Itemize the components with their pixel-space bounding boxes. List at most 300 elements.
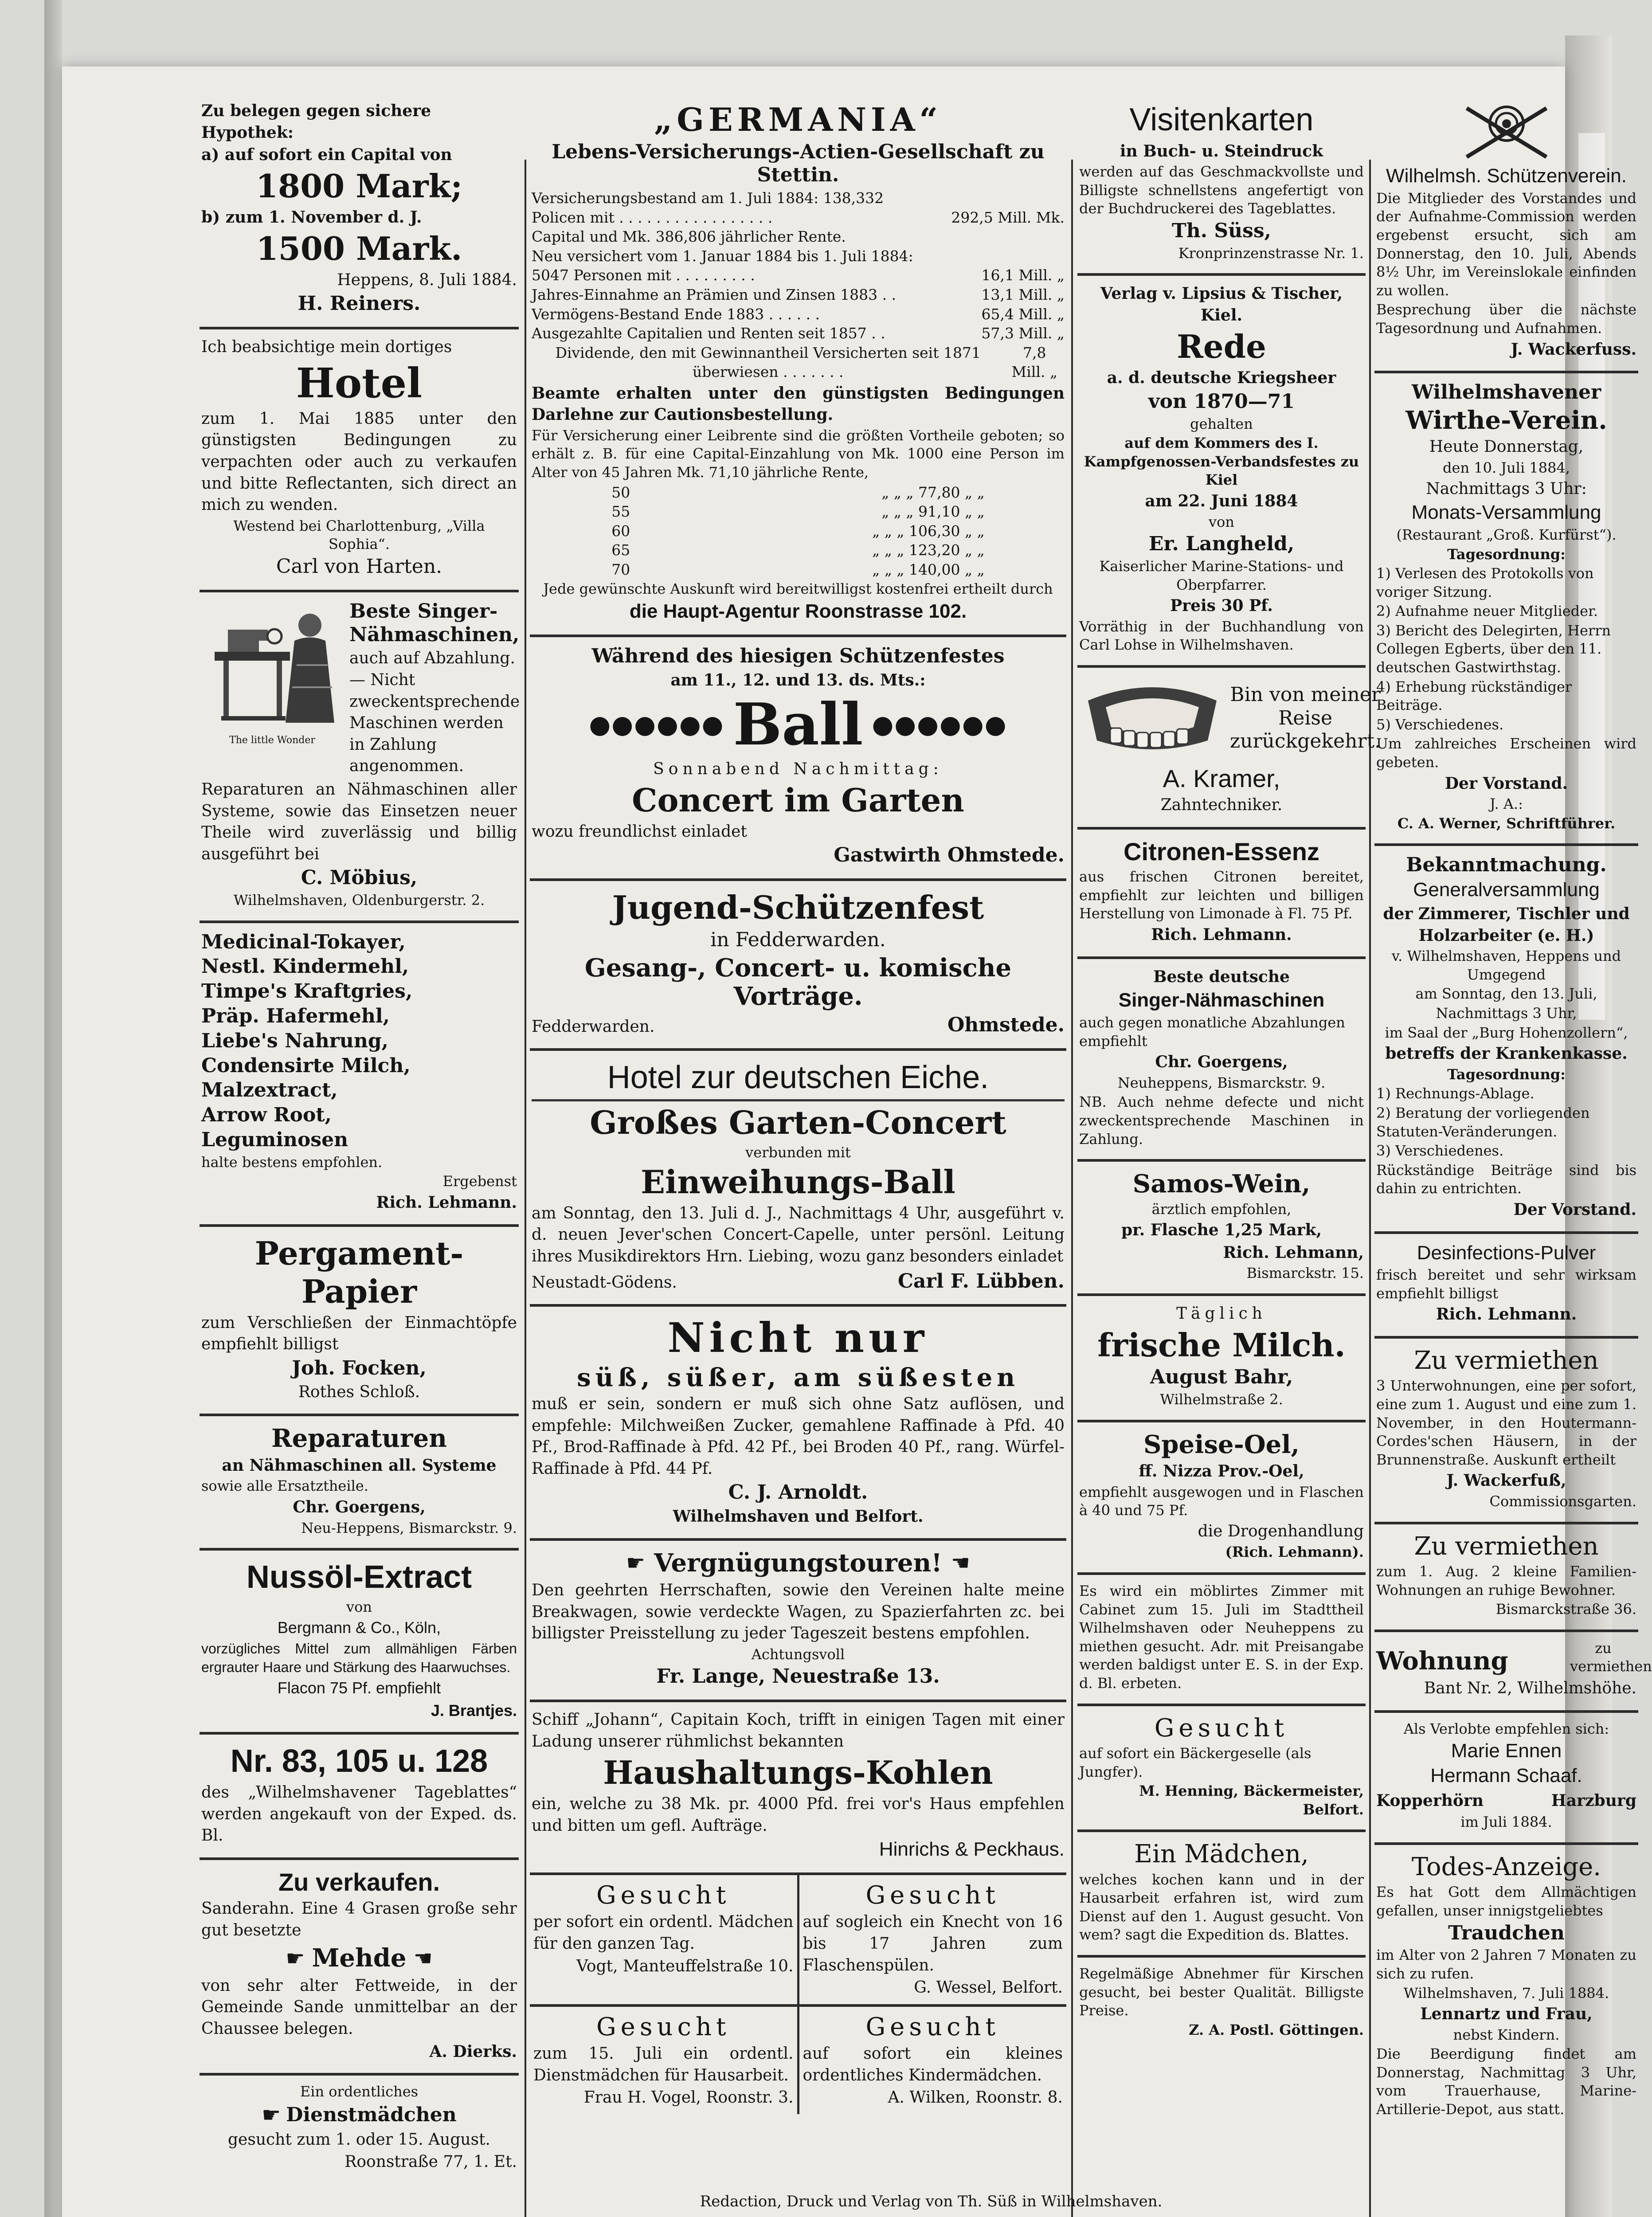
ad-title: Wohnung	[1376, 1646, 1508, 1676]
ad-body: zum 1. Aug. 2 kleine Familien-Wohnungen an ruhige Bewohner.	[1376, 1563, 1636, 1598]
ad-line: ärztlich empfohlen,	[1151, 1200, 1292, 1218]
ad-close: Um zahlreiches Erscheinen wird gebeten.	[1376, 735, 1636, 771]
ad-auskunft: Jede gewünschte Auskunft wird bereitwilligst kostenfrei ertheilt durch	[543, 580, 1053, 598]
gesucht-row	[530, 1875, 1066, 2007]
row-label: 5047 Personen mit . . . . . . . . .	[532, 266, 755, 284]
ad-intro: Ich beabsichtige mein dortiges	[201, 338, 452, 356]
ad-vergnuegungstouren	[530, 1541, 1066, 1703]
product-item: Condensirte Milch,	[201, 1054, 411, 1077]
ad-name: August Bahr,	[1150, 1366, 1293, 1389]
ad-title: Jugend-Schützenfest	[612, 889, 984, 927]
divider	[532, 1099, 1065, 1101]
ad-name: Carl von Harten.	[276, 555, 442, 578]
age: 60	[611, 522, 630, 540]
rent: „ „ „ 123,20 „ „	[872, 541, 985, 559]
ad-body: welches kochen kann und in der Hausarbeit erfahren ist, wird zum Dienst auf den 1. August gesucht. Von wem? sagt die Expedition ds. Blattes.	[1079, 1871, 1364, 1943]
ad-role: Kaiserlicher Marine-Stations- und Oberpfarrer.	[1099, 557, 1344, 593]
ad-title: Wilhelmsh. Schützenverein.	[1386, 165, 1627, 187]
ad-intro: Schiff „Johann“, Capitain Koch, trifft in einigen Tagen mit einer Ladung unserer rühmlichst bekannten	[532, 1711, 1065, 1751]
product-item: Leguminosen	[201, 1128, 348, 1152]
ad-ball: Einweihungs-Ball	[641, 1163, 955, 1201]
ad-name: Traudchen	[1448, 1921, 1565, 1944]
ad-title: Reparaturen	[271, 1424, 447, 1453]
ad-body: Sanderahn. Eine 4 Grasen große sehr gut besetzte	[201, 1900, 517, 1939]
ad-time: Nachmittags 3 Uhr:	[1426, 479, 1587, 498]
age: 50	[611, 483, 630, 501]
ad-body: empfiehlt ausgewogen und in Flaschen à 40 und 75 Pf.	[1079, 1483, 1364, 1519]
ad-body: von sehr alter Fettweide, in der Gemeinde Sande unmittelbar an der Chaussee belegen.	[201, 1976, 517, 2038]
ad-place-date: Heppens, 8. Juli 1884.	[337, 270, 517, 289]
ad-name: J. Wackerfuß,	[1446, 1471, 1566, 1490]
ornament-left-icon: ●●●●●●	[589, 710, 724, 740]
ad-vorstand: Der Vorstand.	[1445, 774, 1568, 793]
ad-left: Neustadt-Gödens.	[532, 1273, 677, 1292]
rent: „ „ „ 140,00 „ „	[872, 560, 985, 578]
ad-name: Der Vorstand.	[1513, 1200, 1636, 1219]
ad-body: frisch bereitet und sehr wirksam empfiehlt billigst	[1376, 1266, 1636, 1302]
ad-nb: NB. Auch nehme defecte und nicht zweckentsprechende Maschinen in Zahlung.	[1079, 1093, 1364, 1148]
ad-place: Wilhelmshaven und Belfort.	[673, 1507, 924, 1526]
ad-title: Hotel	[296, 359, 423, 407]
ad-singer	[1077, 959, 1366, 1162]
ad-title: „GERMANIA“	[654, 101, 942, 138]
ad-date: am 22. Juni 1884	[1145, 491, 1298, 510]
ad-name: Ohmstede.	[947, 1014, 1065, 1037]
row-label: Versicherungsbestand am 1. Juli 1884: 138,332	[532, 189, 884, 207]
ad-date: Wilhelmshaven, 7. Juli 1884.	[1403, 1984, 1609, 2002]
ad-place: v. Wilhelmshaven, Heppens und Umgegend	[1391, 948, 1621, 983]
ad-intro: Beste deutsche	[1153, 967, 1290, 986]
ad-sub: a. d. deutsche Kriegsheer	[1107, 368, 1336, 388]
row-value: 292,5 Mill. Mk.	[951, 208, 1065, 226]
ad-kirschen	[1077, 1958, 1366, 2050]
column-2	[530, 93, 1066, 2217]
pointing-hand-right-icon: ☛	[286, 1946, 305, 1971]
ad-name: Rich. Lehmann,	[1223, 1243, 1364, 1262]
ad-body: des „Wilhelmshavener Tageblattes“ werden angekauft von der Exped. ds. Bl.	[201, 1783, 517, 1845]
ad-kohlen	[530, 1702, 1066, 1875]
dentures-icon	[1079, 674, 1225, 763]
ad-title: Beste Singer-Nähmaschinen,	[349, 599, 520, 646]
ad-lehmann-products	[200, 923, 519, 1227]
ad-intro: Ein ordentliches	[300, 2083, 419, 2100]
column-rule	[1071, 160, 1073, 2217]
agenda-item: 1) Rechnungs-Ablage.	[1376, 1085, 1535, 1102]
table-row	[532, 247, 1065, 266]
pointing-hand-right-icon: ☛	[626, 1550, 646, 1575]
ad-name: A. Dierks.	[429, 2042, 517, 2061]
table-row	[532, 305, 1065, 324]
ad-sub: Gesang-, Concert- u. komische Vorträge.	[584, 953, 1012, 1011]
ad-day: Sonnabend Nachmittag:	[653, 760, 943, 778]
ad-body: zum 1. Mai 1885 unter den günstigsten Bedingungen zu verpachten oder auch zu verkaufen und bitte Reflectanten, sich direct an mich zu wenden.	[201, 409, 517, 514]
ad-title: Papier	[301, 1273, 417, 1311]
ad-sub: Generalversammlung	[1413, 879, 1600, 901]
ad-name: Rich. Lehmann.	[1436, 1305, 1577, 1324]
ad-wohnung	[1374, 1632, 1652, 1713]
ad-price: pr. Flasche 1,25 Mark,	[1121, 1221, 1322, 1240]
table-row	[532, 343, 1065, 382]
ad-address: Westend bei Charlottenburg, „Villa Sophia“.	[233, 517, 485, 553]
ad-naehmaschinen	[200, 592, 519, 923]
ad-right: Harzburg	[1551, 1791, 1636, 1810]
ad-text: b) zum 1. November d. J.	[201, 208, 422, 227]
ad-title: Haushaltungs-Kohlen	[603, 1754, 993, 1792]
gesucht-row	[530, 2007, 1066, 2114]
ad-title: Zu vermiethen	[1414, 1346, 1599, 1375]
ad-ia: J. A.:	[1490, 795, 1523, 813]
ad-tageblatt-numbers	[200, 1735, 519, 1860]
rent: „ „ „ 77,80 „ „	[881, 483, 985, 501]
ad-jugend-schuetzenfest	[530, 881, 1066, 1051]
ad-line: auch auf Abzahlung. — Nicht zweckentsprechende Maschinen werden in Zahlung angenommen.	[349, 649, 520, 776]
crossed-rifles-target-icon	[1458, 99, 1555, 161]
ad-hypothek	[200, 93, 519, 329]
age: 70	[611, 560, 630, 578]
ad-body: auf sofort ein Bäckergeselle (als Jungfer).	[1079, 1744, 1311, 1780]
ad-venue: im Saal der „Burg Hohenzollern“,	[1385, 1024, 1628, 1041]
ad-name: Er. Langheld,	[1148, 533, 1295, 556]
ad-name: Rich. Lehmann.	[376, 1193, 517, 1212]
row-value: 57,3 Mill. „	[981, 325, 1065, 342]
ad-meeting: Monats-Versammlung	[1411, 501, 1601, 524]
product-item: Malzextract,	[201, 1079, 338, 1102]
ad-body: Regelmäßige Abnehmer für Kirschen gesucht, bei bester Qualität. Billigste Preise.	[1079, 1965, 1364, 2019]
ad-name: (Rich. Lehmann).	[1225, 1543, 1364, 1561]
ad-role: Zahntechniker.	[1160, 796, 1283, 815]
ad-hotel: Hotel zur deutschen Eiche.	[607, 1060, 989, 1096]
product-item: Nestl. Kindermehl,	[201, 955, 409, 978]
ad-zu-vermiethen	[1374, 1339, 1638, 1524]
ad-place: in Fedderwarden.	[710, 928, 886, 951]
ad-gesucht	[530, 1875, 799, 2004]
ad-name: H. Reiners.	[298, 292, 421, 315]
ad-title: Ein Mädchen,	[1134, 1840, 1309, 1869]
ad-title: Gesucht	[596, 1881, 731, 1910]
ad-schuetzenverein	[1374, 93, 1638, 373]
ad-name: Gastwirth Ohmstede.	[834, 844, 1065, 867]
row-value: 7,8 Mill. „	[1011, 344, 1058, 381]
ad-name: Fr. Lange, Neuestraße 13.	[656, 1665, 940, 1688]
ad-name: Hinrichs & Peckhaus.	[879, 1838, 1065, 1861]
ad-kramer	[1077, 668, 1381, 830]
ad-body: auf sofort ein kleines ordentliches Kindermädchen.	[803, 2045, 1063, 2084]
ad-subtitle: Lebens-Versicherungs-Actien-Gesellschaft zu Stettin.	[552, 140, 1045, 187]
ad-milch	[1077, 1296, 1366, 1422]
ad-concert: Concert im Garten	[632, 781, 964, 819]
ad-title: Vergnügungstouren!	[654, 1548, 942, 1578]
ad-zimmer	[1077, 1575, 1366, 1706]
agenda-item: 5) Verschiedenes.	[1376, 716, 1504, 733]
ad-date: am Sonntag, den 13. Juli,	[1415, 985, 1597, 1003]
ad-address: Bant Nr. 2, Wilhelmshöhe.	[1424, 1679, 1636, 1697]
ad-body: zum 15. Juli ein ordentl. Dienstmädchen für Hausarbeit.	[533, 2045, 794, 2084]
ad-title: Pergament-	[254, 1234, 464, 1272]
ad-date: im Juli 1884.	[1460, 1814, 1552, 1831]
ad-org: der Zimmerer, Tischler und Holzarbeiter (e. H.)	[1383, 905, 1630, 945]
ad-maedchen	[1077, 1832, 1366, 1958]
ad-role: Commissionsgarten.	[1489, 1493, 1636, 1510]
ad-ball	[530, 637, 1066, 881]
ad-germania	[530, 93, 1066, 637]
ad-name: A. Wilken, Roonstr. 8.	[888, 2088, 1063, 2107]
ad-wirthe-verein	[1374, 373, 1638, 846]
ad-name: Marie Ennen	[1451, 1740, 1562, 1762]
ad-nicht-nur	[530, 1307, 1066, 1540]
row-value: 65,4 Mill. „	[981, 305, 1065, 323]
ad-nussoel	[200, 1551, 519, 1735]
table-row	[532, 324, 1065, 343]
ad-name: Frau H. Vogel, Roonstr. 3.	[583, 2088, 794, 2107]
age-row	[611, 560, 984, 580]
ad-name: Rich. Lehmann.	[1151, 925, 1292, 944]
product-item: Timpe's Kraftgries,	[201, 980, 413, 1003]
column-4	[1374, 93, 1652, 2217]
age: 55	[611, 503, 630, 521]
ad-parents: Lennartz und Frau,	[1420, 2005, 1593, 2024]
ad-body: Besprechung über die nächste Tagesordnung und Aufnahmen.	[1376, 301, 1636, 337]
row-label: Neu versichert vom 1. Januar 1884 bis 1. Juli 1884:	[532, 247, 913, 265]
ad-speise-oel	[1077, 1422, 1366, 1575]
ad-body: per sofort ein ordentl. Mädchen für den ganzen Tag.	[533, 1913, 794, 1953]
ad-children: nebst Kindern.	[1453, 2026, 1560, 2043]
ad-publisher: Verlag v. Lipsius & Tischer, Kiel.	[1100, 284, 1343, 325]
ad-left: Kopperhörn	[1376, 1791, 1484, 1810]
ad-line: sowie alle Ersatztheile.	[201, 1477, 368, 1495]
book-binding	[44, 0, 62, 2217]
ad-hotel	[200, 329, 519, 592]
ad-verlobte	[1374, 1713, 1638, 1845]
ad-gesucht	[799, 2007, 1067, 2114]
ad-intro: Zu belegen gegen sichere Hypothek:	[201, 102, 431, 142]
ad-address: Kronprinzenstrasse Nr. 1.	[1178, 244, 1364, 262]
ad-title: Zu vermiethen	[1414, 1532, 1599, 1561]
ad-body: ein, welche zu 38 Mk. pr. 4000 Pfd. frei vor's Haus empfehlen und bitten um gefl. Aufträge.	[532, 1795, 1065, 1835]
ad-title: Samos-Wein,	[1132, 1169, 1311, 1199]
column-rule	[1369, 160, 1371, 2217]
ad-price: Preis 30 Pf.	[1170, 596, 1273, 615]
ad-title: Gesucht	[1154, 1713, 1289, 1743]
row-label: Jahres-Einnahme an Prämien und Zinsen 1883 . .	[532, 286, 896, 303]
ad-item: Mehde	[312, 1943, 407, 1973]
ad-place: Rothes Schloß.	[298, 1383, 420, 1401]
agenda-item: 3) Verschiedenes.	[1376, 1142, 1504, 1159]
ad-dates: am 11., 12. und 13. ds. Mts.:	[670, 670, 926, 689]
agenda-title: Tagesordnung:	[1447, 1065, 1566, 1083]
ad-body: Es hat Gott dem Allmächtigen gefallen, unser innigstgeliebtes	[1376, 1884, 1636, 1919]
ad-sign: Achtungsvoll	[751, 1645, 845, 1663]
ad-shop: die Drogenhandlung	[1198, 1522, 1364, 1540]
ad-time: Nachmittags 3 Uhr,	[1436, 1004, 1577, 1022]
ad-name: Chr. Goergens,	[1155, 1053, 1288, 1072]
ad-date: den 10. Juli 1884,	[1443, 459, 1570, 476]
ad-name: C. J. Arnoldt.	[728, 1481, 868, 1504]
newspaper-page	[62, 67, 1652, 2217]
ad-title: Singer-Nähmaschinen	[1118, 989, 1325, 1011]
rent: „ „ „ 91,10 „ „	[881, 503, 985, 521]
ad-body: vorzügliches Mittel zum allmähligen Färben ergrauter Haare und Stärkung des Haarwuchses.	[201, 1641, 517, 1675]
ad-body: Die Mitglieder des Vorstandes und der Aufnahme-Commission werden ergebenst ersucht, sich am Donnerstag, den 10. Juli, Abends 8½ Uhr, im Vereinslokale einfinden zu wollen.	[1376, 189, 1636, 299]
row-label: Policen mit . . . . . . . . . . . . . . . . .	[532, 208, 773, 226]
ad-body: gesucht zum 1. oder 15. August.	[228, 2130, 490, 2149]
ad-body: 3 Unterwohnungen, eine per sofort, eine zum 1. August und eine zum 1. November, in den Houtermann-Cordes'schen Häusern, in der Brunnenstraße. Auskunft ertheilt	[1376, 1377, 1636, 1468]
ad-title: Visitenkarten	[1129, 102, 1314, 137]
ad-body: auf dem Kommers des I. Kampfgenossen-Verbandsfestes zu Kiel	[1084, 435, 1359, 489]
ad-address: Bismarckstraße 36.	[1495, 1601, 1636, 1618]
ad-text: a) auf sofort ein Capital von	[201, 145, 452, 165]
pointing-hand-left-icon: ☚	[413, 1946, 433, 1971]
agenda-item: 1) Verlesen des Protokolls von voriger Sitzung.	[1376, 565, 1594, 600]
ad-gesucht-baecker	[1077, 1706, 1366, 1833]
ad-price: Flacon 75 Pf. empfiehlt	[277, 1679, 441, 1697]
ad-body: auf sogleich ein Knecht von 16 bis 17 Jahren zum Flaschenspülen.	[803, 1913, 1063, 1974]
ad-name: A. Kramer,	[1163, 764, 1280, 792]
ad-line: Bin von meiner Reise zurückgekehrt.	[1230, 683, 1381, 753]
ad-maker: Bergmann & Co., Köln,	[277, 1618, 441, 1637]
ad-body: Vorräthig in der Buchhandlung von Carl Lohse in Wilhelmshaven.	[1079, 618, 1364, 654]
column-rule	[525, 160, 526, 2217]
ad-sign: Ergebenst	[442, 1173, 517, 1190]
ad-note: Rückständige Beiträge sind bis dahin zu entrichten.	[1376, 1161, 1636, 1197]
age: 65	[611, 541, 630, 559]
ad-title: Nicht nur	[667, 1314, 929, 1362]
ad-name: C. Möbius,	[301, 866, 418, 889]
agenda-item: 2) Aufnahme neuer Mitglieder.	[1376, 603, 1598, 620]
product-item: Medicinal-Tokayer,	[201, 930, 406, 953]
age-row	[611, 521, 984, 541]
ad-deutsche-eiche	[530, 1051, 1066, 1307]
ad-desinfection	[1374, 1234, 1638, 1339]
ornament-right-icon: ●●●●●●	[872, 710, 1007, 740]
agenda-title: Tagesordnung:	[1447, 545, 1566, 563]
pointing-hand-right-icon: ☛	[262, 2103, 281, 2128]
ad-place: (Restaurant „Groß. Kurfürst“).	[1396, 526, 1617, 543]
ad-von: von	[1209, 513, 1234, 530]
agenda-item: 3) Bericht des Delegirten, Herrn Collegen Egberts, über den 11. deutschen Gastwirthstag.	[1376, 622, 1611, 676]
ad-amount: 1500 Mark.	[256, 230, 462, 267]
column-3	[1077, 93, 1381, 2217]
ad-body: werden auf das Geschmackvollste und Billigste schnellstens angefertigt von der Buchdruckerei des Tageblattes.	[1079, 163, 1364, 217]
rent: „ „ „ 106,30 „ „	[872, 522, 985, 540]
age-row	[611, 502, 984, 521]
ad-address: Wilhelmstraße 2.	[1160, 1391, 1283, 1408]
ad-address: Neuheppens, Bismarckstr. 9.	[1117, 1074, 1326, 1091]
table-row	[532, 188, 1065, 208]
ad-amount: 1800 Mark;	[255, 167, 463, 205]
ad-body: am Sonntag, den 13. Juli d. J., Nachmittags 4 Uhr, ausgeführt v. d. neuen Jever'schen Concert-Capelle, unter persönl. Leitung ihres Musikdirektors Hrn. Liebing, wozu ganz besonders einladet	[532, 1204, 1065, 1265]
ad-dienstmaedchen	[200, 2076, 519, 2184]
ad-name: Joh. Focken,	[292, 1357, 427, 1380]
ad-sub: süß, süßer, am süßesten	[577, 1363, 1019, 1392]
ad-title: Gesucht	[596, 2012, 731, 2041]
age-row	[611, 483, 984, 502]
ad-title: Desinfections-Pulver	[1417, 1242, 1596, 1264]
ad-body: Reparaturen an Nähmaschinen aller Systeme, sowie das Einsetzen neuer Theile wird zuverlässig und billig ausgeführt bei	[201, 780, 517, 863]
ad-zu-vermiethen	[1374, 1524, 1638, 1632]
agenda-item: 4) Erhebung rückständiger Beiträge.	[1376, 678, 1572, 714]
ad-body: zum Verschließen der Einmachtöpfe empfiehlt billigst	[201, 1313, 517, 1354]
ad-pergament	[200, 1227, 519, 1417]
ad-sub: in Buch- u. Steindruck	[1120, 141, 1323, 161]
ad-rede	[1077, 276, 1366, 668]
pointing-hand-left-icon: ☚	[951, 1550, 970, 1575]
ad-title: Ball	[733, 690, 863, 759]
ad-name: G. Wessel, Belfort.	[914, 1978, 1063, 1997]
ad-title: Dienstmädchen	[286, 2103, 457, 2126]
ad-address: Neu-Heppens, Bismarckstr. 9.	[301, 1519, 517, 1536]
ad-title: Nr. 83, 105 u. 128	[230, 1743, 488, 1779]
ad-leibrente: Für Versicherung einer Leibrente sind die größten Vortheile geboten; so erhält z. B. für eine Capital-Einzahlung von Mk. 1000 eine Person im Alter von 45 Jahren Mk. 71,10 jährliche Rente,	[532, 427, 1065, 481]
ad-name: J. Brantjes.	[431, 1701, 517, 1720]
ad-left: Fedderwarden.	[532, 1017, 655, 1036]
ad-title: frische Milch.	[1097, 1326, 1346, 1364]
ad-title: Bekanntmachung.	[1406, 854, 1607, 877]
ad-body: auch gegen monatliche Abzahlungen empfiehlt	[1079, 1014, 1345, 1050]
ad-name: J. Wackerfuss.	[1511, 340, 1636, 359]
ad-gesucht	[799, 1875, 1067, 2004]
row-label: Dividende, den mit Gewinnantheil Versicherten seit 1871 überwiesen . . . . . . .	[555, 344, 981, 381]
ad-name: Vogt, Manteuffelstraße 10.	[576, 1957, 794, 1975]
ad-agency: die Haupt-Agentur Roonstrasse 102.	[629, 600, 967, 622]
ad-body: Den geehrten Herrschaften, sowie den Vereinen halte meine Breakwagen, sowie verdeckte Wagen, zu Spazierfahrten zc. bei billigster Preisstellung zu jeder Tageszeit bestens empfohlen.	[532, 1581, 1065, 1643]
ad-zu-verkaufen	[200, 1860, 519, 2076]
ad-title: Gesucht	[865, 2012, 1000, 2041]
ad-topic: betreffs der Krankenkasse.	[1385, 1044, 1628, 1063]
ad-title: Todes-Anzeige.	[1411, 1852, 1601, 1881]
ad-name: M. Henning, Bäckermeister, Belfort.	[1139, 1782, 1364, 1818]
ad-name: Th. Süss,	[1172, 219, 1271, 242]
ad-side: zu vermiethen	[1570, 1639, 1652, 1675]
table-row	[532, 285, 1065, 305]
row-label: Ausgezahlte Capitalien und Renten seit 1857 . .	[532, 325, 885, 342]
ad-body: muß er sein, sondern er muß sich ohne Satz auflösen, und empfehle: Milchweißen Zucker, gemahlene Raffinade à Pfd. 40 Pf., Brod-Raffinade à Pfd. 42 Pf., bei Broden 40 Pf., rang. Würfel-Raffinade à Pfd. 44 Pf.	[532, 1394, 1065, 1478]
age-row	[611, 541, 984, 560]
sewing-machine-illustration	[201, 599, 343, 748]
ad-body: Es wird ein möblirtes Zimmer mit Cabinet zum 15. Juli im Stadttheil Wilhelmshaven oder Neuheppens zu miethen gesucht. Adr. mit Preisangabe werden baldigst unter E. S. in der Exp. d. Bl. erbeten.	[1079, 1582, 1364, 1692]
row-value: 13,1 Mill. „	[981, 286, 1065, 303]
ad-name: Z. A. Postl. Göttingen.	[1189, 2021, 1364, 2038]
ad-title: Rede	[1177, 327, 1266, 365]
table-row	[532, 266, 1065, 285]
ad-citronen	[1077, 830, 1366, 959]
ad-line: an Nähmaschinen all. Systeme	[222, 1456, 497, 1475]
ad-title: Nussöl-Extract	[246, 1559, 472, 1595]
product-item: Arrow Root,	[201, 1104, 332, 1127]
ad-intro: Als Verlobte empfehlen sich:	[1403, 1720, 1609, 1737]
ad-gehalten: gehalten	[1190, 415, 1253, 432]
ad-visitenkarten	[1077, 93, 1366, 276]
row-label: Vermögens-Bestand Ende 1883 . . . . . .	[532, 305, 820, 323]
product-item: Präp. Hafermehl,	[201, 1005, 390, 1028]
ad-title: Gesucht	[865, 1881, 1000, 1910]
ad-sub: ff. Nizza Prov.-Oel,	[1139, 1461, 1304, 1481]
ad-title: Zu verkaufen.	[278, 1868, 440, 1896]
ad-title: Großes Garten-Concert	[590, 1103, 1006, 1141]
row-label: Capital und Mk. 386,806 jährlicher Rente.	[532, 228, 846, 246]
ad-intro: Wilhelmshavener	[1411, 381, 1601, 404]
ad-beamte: Beamte erhalten unter den günstigsten Bedingungen Darlehne zur Cautionsbestellung.	[532, 384, 1065, 424]
ad-body: im Alter von 2 Jahren 7 Monaten zu sich zu rufen.	[1376, 1947, 1636, 1982]
ad-invite: wozu freundlichst einladet	[532, 822, 747, 841]
table-row	[532, 208, 1065, 227]
ad-line: halte bestens empfohlen.	[201, 1153, 383, 1171]
ad-address: Bismarckstr. 15.	[1246, 1265, 1364, 1282]
ad-body: aus frischen Citronen bereitet, empfiehlt zur leichten und billigen Herstellung von Limonade à Fl. 75 Pf.	[1079, 868, 1364, 922]
ad-title: Speise-Oel,	[1143, 1430, 1300, 1459]
ad-name: Chr. Goergens,	[293, 1498, 426, 1517]
agenda-item: 2) Beratung der vorliegenden Statuten-Veränderungen.	[1376, 1104, 1590, 1140]
ad-address: Wilhelmshaven, Oldenburgerstr. 2.	[233, 892, 485, 909]
